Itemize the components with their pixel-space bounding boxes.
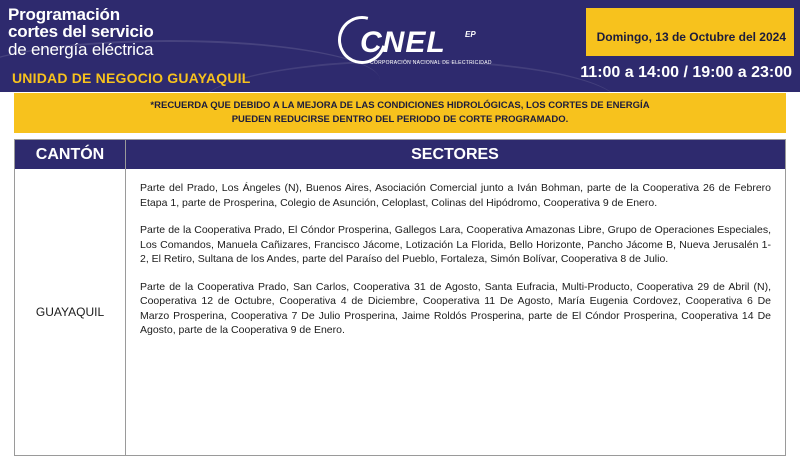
logo-word: CNEL xyxy=(360,26,446,59)
canton-name: GUAYAQUIL xyxy=(35,305,105,319)
sectors-cell xyxy=(126,169,785,351)
date-badge xyxy=(586,8,794,56)
title-line-2: cortes del servicio xyxy=(8,22,154,41)
title-line-3: de energía eléctrica xyxy=(8,40,154,59)
business-unit-label: UNIDAD DE NEGOCIO GUAYAQUIL xyxy=(12,70,251,86)
sector-group-3: Parte de la Cooperativa Prado, San Carlos, Cooperativa 31 de Agosto, Santa Eufracia, Multi-Producto, Cooperativa 29 de Abril (N), Cooperativa 12 de Octubre, Cooperativa 4 de Diciembre, Cooperativa 11 De Agosto, María Eugenia Cordovez, Cooperativa 6 De Marzo Prosperina, Cooperativa 7 De Julio Prosperina, Jaime Roldós Prosperina, parte de El Cóndor Prosperina, Cooperativa 14 De Agosto, parte de la Cooperativa 9 de Enero. xyxy=(140,280,771,336)
logo-subtitle: CORPORACIÓN NACIONAL DE ELECTRICIDAD xyxy=(370,60,492,66)
notice-line-2: PUEDEN REDUCIRSE DENTRO DEL PERIODO DE CORTE PROGRAMADO. xyxy=(231,114,569,125)
column-header-canton: CANTÓN xyxy=(35,146,105,163)
title-line-1: Programación xyxy=(8,5,120,24)
table-header xyxy=(15,140,785,169)
column-header-sectores: SECTORES xyxy=(411,146,499,163)
outage-hours: 11:00 a 14:00 / 19:00 a 23:00 xyxy=(580,64,792,81)
sector-group-2: Parte de la Cooperativa Prado, El Cóndor Prosperina, Gallegos Lara, Cooperativa Amazonas Libre, Grupo de Operaciones Especiales, Los Comandos, Manuela Cañizares, Francisco Jácome, Lotización La Florida, Bello Horizonte, Pancho Jácome B, Nueva Jerusalén 1-2, El Retiro, Sultana de los Andes, parte del Paraíso del Pueblo, Fortaleza, Simón Bolívar, Cooperativa 8 de Julio. xyxy=(140,224,771,265)
sector-group-1: Parte del Prado, Los Ángeles (N), Buenos Aires, Asociación Comercial junto a Iván Bohman, parte de la Cooperativa 26 de Febrero Etapa 1, parte de Prosperina, Colegio de Asunción, Celoplast, Colinas del Hipódromo, Cooperativa 9 de Enero. xyxy=(140,182,771,209)
page-title xyxy=(8,6,154,59)
schedule-table xyxy=(14,139,786,456)
logo-suffix: EP xyxy=(465,30,476,39)
cnel-logo xyxy=(330,14,500,74)
notice-banner xyxy=(14,93,786,133)
date-text: Domingo, 13 de Octubre del 2024 xyxy=(596,30,786,44)
canton-cell xyxy=(15,169,125,455)
notice-line-1: *RECUERDA QUE DEBIDO A LA MEJORA DE LAS CONDICIONES HIDROLÓGICAS, LOS CORTES DE ENERGÍA xyxy=(150,100,650,111)
header-banner xyxy=(0,0,800,92)
